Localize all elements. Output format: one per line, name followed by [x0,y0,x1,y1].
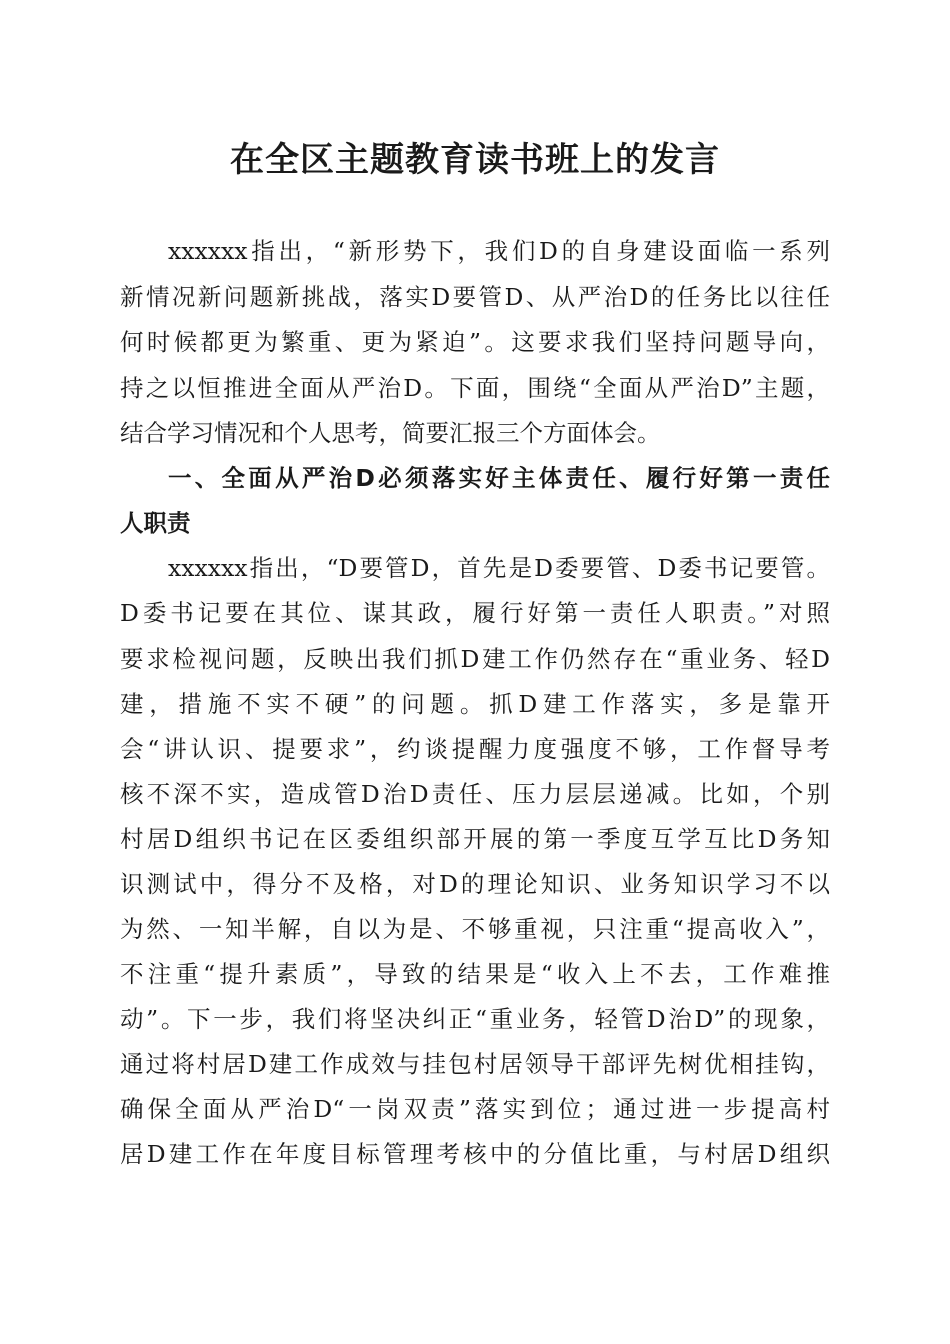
paragraph-2-line-3: 要求检视问题，反映出我们抓D建工作仍然存在“重业务、轻D [120,645,830,673]
paragraph-1-line-5: 结合学习情况和个人思考，简要汇报三个方面体会。 [120,419,661,447]
paragraph-2-line-6: 核不深不实，造成管D治D责任、压力层层递减。比如，个别 [120,780,830,808]
paragraph-2-line-8: 识测试中，得分不及格，对D的理论知识、业务知识学习不以 [120,870,830,898]
paragraph-2-line-10: 不注重“提升素质”，导致的结果是“收入上不去，工作难推 [120,960,830,988]
paragraph-1-line-4: 持之以恒推进全面从严治D。下面，围绕“全面从严治D”主题， [120,374,830,402]
document-title: 在全区主题教育读书班上的发言 [230,140,720,180]
section-heading-1-line-1: 一、全面从严治D必须落实好主体责任、履行好第一责任 [168,464,830,492]
paragraph-2-line-13: 确保全面从严治D“一岗双责”落实到位；通过进一步提高村 [120,1095,830,1123]
paragraph-2-line-1: xxxxxx指出，“D要管D，首先是D委要管、D委书记要管。 [168,554,830,582]
paragraph-2-line-12: 通过将村居D建工作成效与挂包村居领导干部评先树优相挂钩， [120,1050,830,1078]
section-heading-1-line-2: 人职责 [120,509,191,537]
paragraph-1-line-1: xxxxxx指出，“新形势下，我们D的自身建设面临一系列 [168,237,830,265]
paragraph-2-line-5: 会“讲认识、提要求”，约谈提醒力度强度不够，工作督导考 [120,735,830,763]
paragraph-2-line-9: 为然、一知半解，自以为是、不够重视，只注重“提高收入”， [120,915,830,943]
paragraph-1-line-3: 何时候都更为繁重、更为紧迫”。这要求我们坚持问题导向， [120,328,830,356]
paragraph-2-line-14: 居D建工作在年度目标管理考核中的分值比重，与村居D组织 [120,1140,830,1168]
paragraph-2-line-4: 建，措施不实不硬”的问题。抓D建工作落实，多是靠开 [120,690,830,718]
paragraph-1-line-2: 新情况新问题新挑战，落实D要管D、从严治D的任务比以往任 [120,283,830,311]
paragraph-2-line-7: 村居D组织书记在区委组织部开展的第一季度互学互比D务知 [120,825,830,853]
paragraph-2-line-2: D委书记要在其位、谋其政，履行好第一责任人职责。”对照 [120,599,830,627]
paragraph-2-line-11: 动”。下一步，我们将坚决纠正“重业务，轻管D治D”的现象， [120,1005,830,1033]
